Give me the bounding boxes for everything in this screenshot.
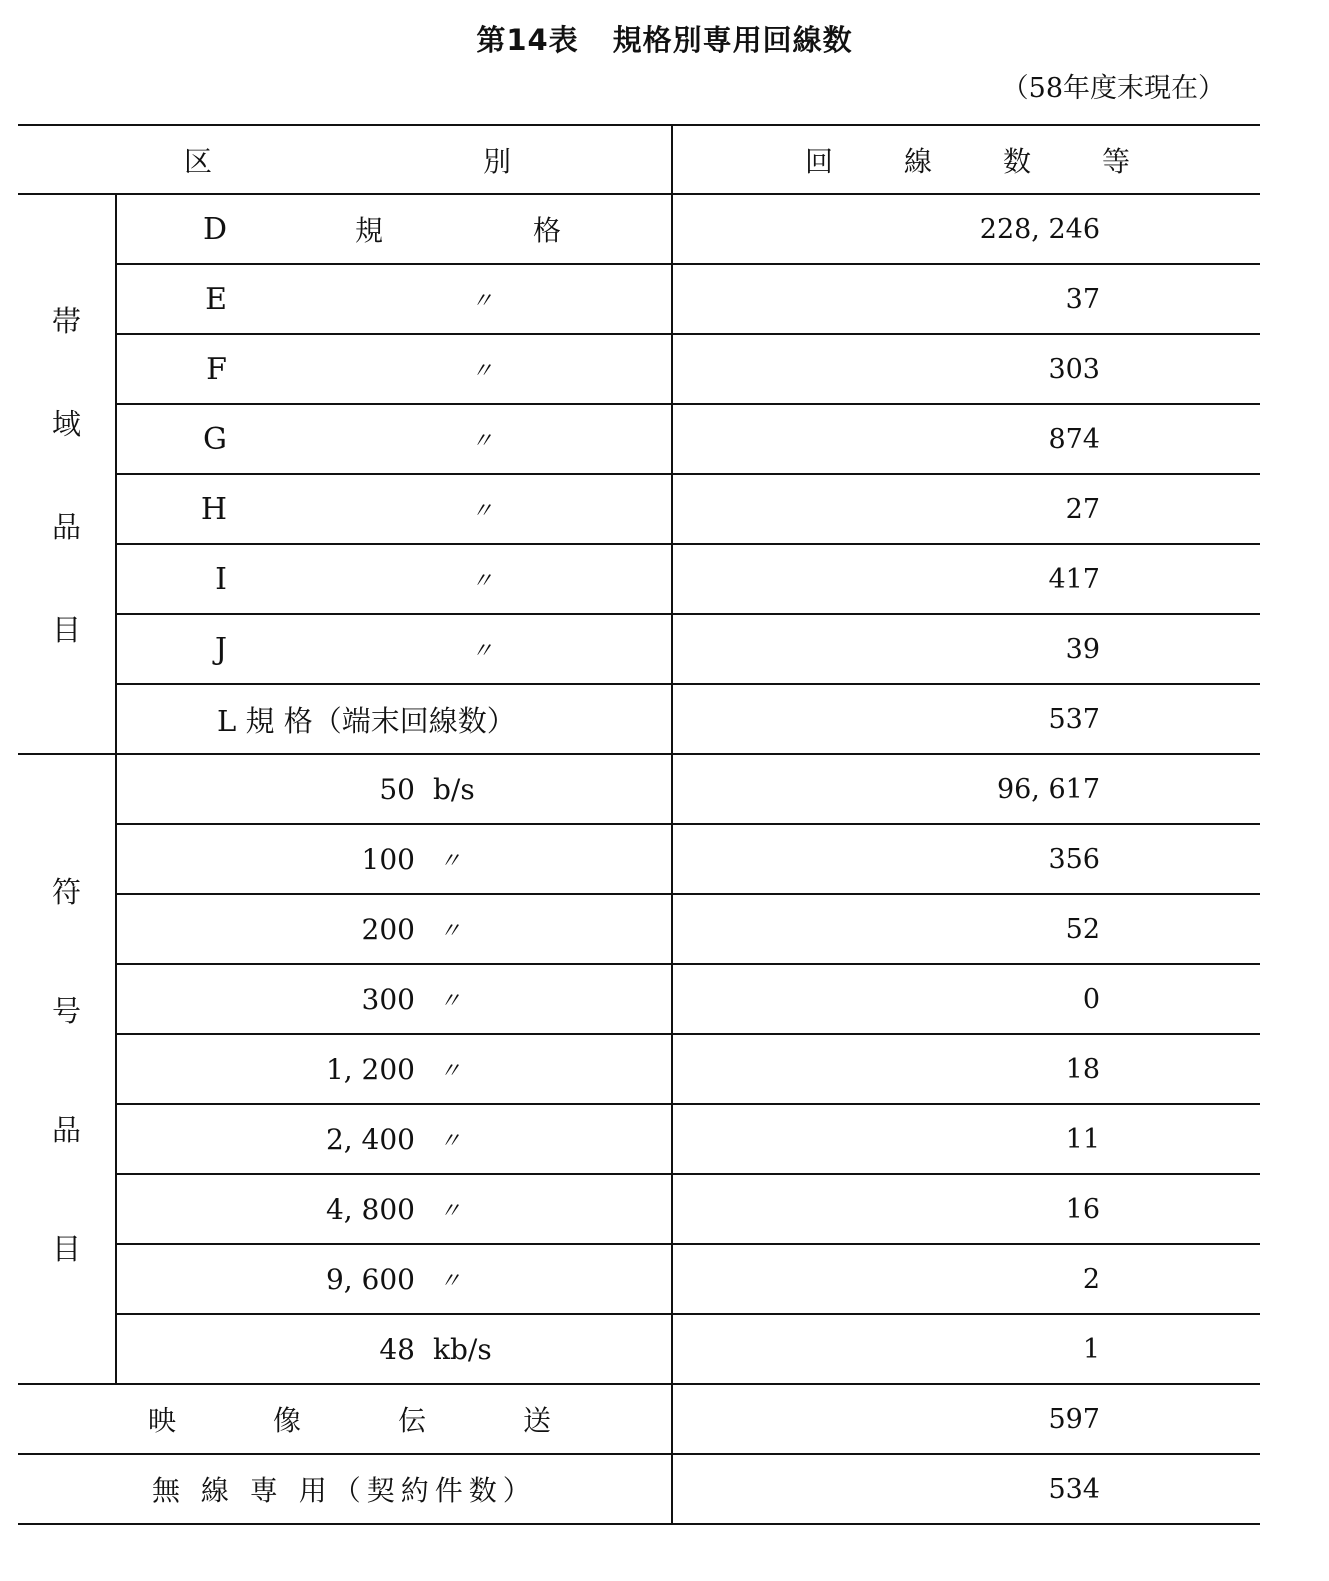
band-item: G 〃 — [116, 404, 672, 474]
table-row — [18, 544, 1260, 614]
band-value: 537 — [672, 684, 1260, 754]
table-row — [18, 1244, 1260, 1314]
header-row — [18, 125, 1260, 194]
rate-value: 18 — [672, 1034, 1260, 1104]
band-value: 228, 246 — [672, 194, 1260, 264]
table-row — [18, 334, 1260, 404]
table-row — [18, 1104, 1260, 1174]
category-header: 区 別 — [18, 125, 672, 194]
band-value: 417 — [672, 544, 1260, 614]
table-row — [18, 614, 1260, 684]
band-group-label: 帯 域 品 目 — [18, 194, 116, 754]
table-row — [18, 1174, 1260, 1244]
band-item: L 規 格（端末回線数） — [116, 684, 672, 754]
table-title-text: 規格別専用回線数 — [612, 23, 853, 57]
rate-value: 11 — [672, 1104, 1260, 1174]
code-group-label: 符 号 品 目 — [18, 754, 116, 1384]
rate-value: 2 — [672, 1244, 1260, 1314]
band-value: 27 — [672, 474, 1260, 544]
rate-item: 2, 400 〃 — [116, 1104, 672, 1174]
band-value: 39 — [672, 614, 1260, 684]
rate-value: 1 — [672, 1314, 1260, 1384]
band-item: F 〃 — [116, 334, 672, 404]
rate-value: 52 — [672, 894, 1260, 964]
band-item: I 〃 — [116, 544, 672, 614]
value-header: 回 線 数 等 — [672, 125, 1260, 194]
table-number: 第14表 — [476, 23, 579, 57]
rate-item: 50 b/s — [116, 754, 672, 824]
band-value: 303 — [672, 334, 1260, 404]
table-row — [18, 684, 1260, 754]
table-row — [18, 474, 1260, 544]
band-item: H 〃 — [116, 474, 672, 544]
rate-item: 100 〃 — [116, 824, 672, 894]
rate-item: 4, 800 〃 — [116, 1174, 672, 1244]
table-row — [18, 264, 1260, 334]
table-row — [18, 754, 1260, 824]
rate-value: 16 — [672, 1174, 1260, 1244]
wireless-label: 無 線 専 用（契約件数） — [18, 1454, 672, 1524]
table-row — [18, 1034, 1260, 1104]
rate-value: 96, 617 — [672, 754, 1260, 824]
rate-value: 356 — [672, 824, 1260, 894]
table-row — [18, 964, 1260, 1034]
rate-item: 200 〃 — [116, 894, 672, 964]
rate-item: 300 〃 — [116, 964, 672, 1034]
table-row — [18, 824, 1260, 894]
rate-value: 0 — [672, 964, 1260, 1034]
table-row — [18, 404, 1260, 474]
band-value: 874 — [672, 404, 1260, 474]
band-item: J 〃 — [116, 614, 672, 684]
table-row — [18, 1384, 1260, 1454]
rate-item: 9, 600 〃 — [116, 1244, 672, 1314]
rate-item: 48 kb/s — [116, 1314, 672, 1384]
table-row — [18, 194, 1260, 264]
as-of-note: （58年度末現在） — [1001, 73, 1225, 104]
band-item: D 規 格 — [116, 194, 672, 264]
video-transmission-value: 597 — [672, 1384, 1260, 1454]
table-row — [18, 894, 1260, 964]
wireless-value: 534 — [672, 1454, 1260, 1524]
rate-item: 1, 200 〃 — [116, 1034, 672, 1104]
leased-line-table — [18, 124, 1260, 1525]
table-row — [18, 1454, 1260, 1524]
band-value: 37 — [672, 264, 1260, 334]
table-title — [0, 18, 1329, 59]
band-item: E 〃 — [116, 264, 672, 334]
table-row — [18, 1314, 1260, 1384]
video-transmission-label: 映 像 伝 送 — [18, 1384, 672, 1454]
